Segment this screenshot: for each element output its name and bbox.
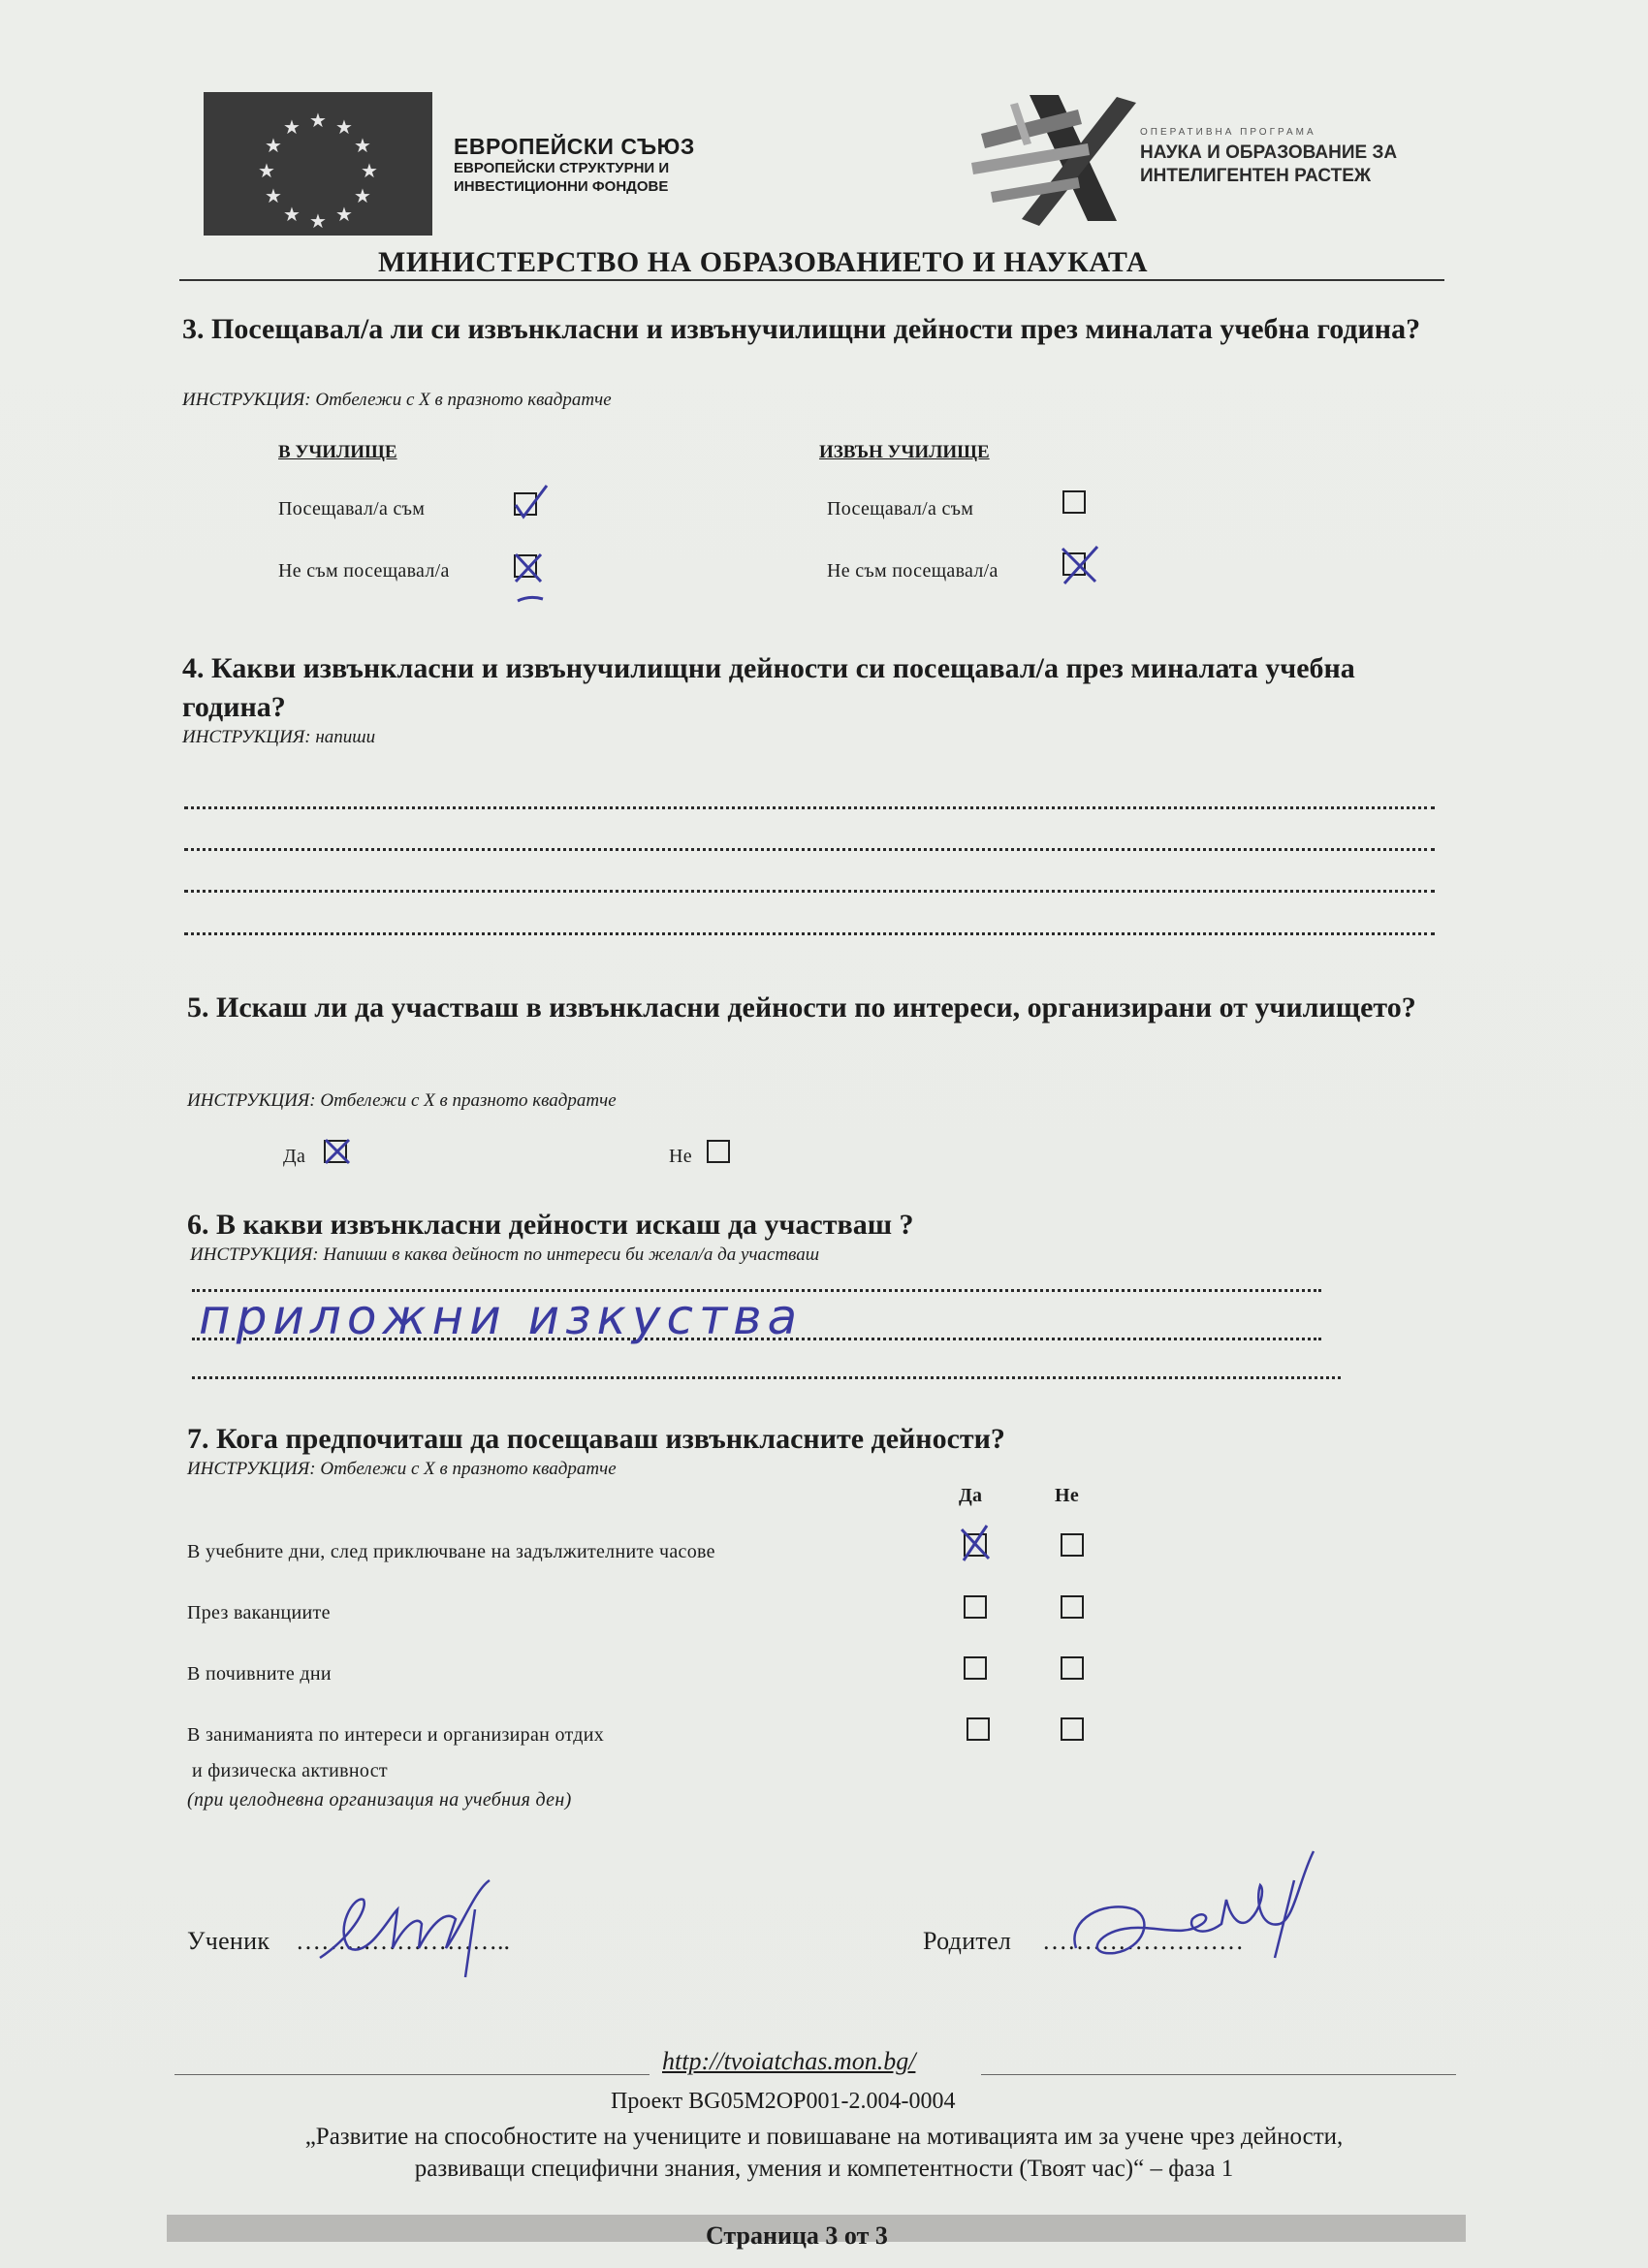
- footer-description: [97, 2121, 1551, 2185]
- q5-no-label: Не: [669, 1146, 692, 1167]
- svg-text:★: ★: [354, 134, 371, 157]
- q7-instruction: ИНСТРУКЦИЯ: Отбележи с Х в празното квадратче: [187, 1459, 617, 1479]
- q7-row1-yes-checkbox[interactable]: [964, 1533, 987, 1557]
- svg-text:★: ★: [335, 203, 353, 226]
- q7-row3-no-checkbox[interactable]: [1061, 1656, 1084, 1680]
- q4-answer-line[interactable]: [184, 932, 1435, 935]
- q3-title: 3. Посещавал/а ли си извънкласни и извънучилищни дейности през миналата учебна година?: [182, 313, 1421, 345]
- parent-label: Родител: [923, 1927, 1012, 1955]
- eu-subtitle: ЕВРОПЕЙСКИ СТРУКТУРНИ И ИНВЕСТИЦИОННИ ФОНДОВЕ: [454, 160, 670, 195]
- q7-row-label: В заниманията по интереси и организиран отдих: [187, 1724, 605, 1746]
- q7-row4-note: (при целодневна организация на учебния ден): [187, 1789, 572, 1811]
- q3-col-outside: ИЗВЪН УЧИЛИЩЕ: [819, 442, 990, 462]
- op-small-label: ОПЕРАТИВНА ПРОГРАМА: [1140, 127, 1316, 138]
- footer-description-line2: развиващи специфични знания, умения и компетентности (Твоят час)“ – фаза 1: [414, 2156, 1234, 2182]
- svg-text:★: ★: [361, 159, 378, 182]
- q7-yes-header: Да: [959, 1485, 983, 1506]
- q7-row1-no-checkbox[interactable]: [1061, 1533, 1084, 1557]
- q4-instruction: ИНСТРУКЦИЯ: напиши: [182, 727, 376, 747]
- q7-row4-no-checkbox[interactable]: [1061, 1717, 1084, 1741]
- svg-text:★: ★: [309, 209, 327, 233]
- q3-outside-not-attended-label: Не съм посещавал/а: [827, 560, 998, 582]
- student-signature-dots: ……………………..: [296, 1927, 510, 1955]
- q7-row3-yes-checkbox[interactable]: [964, 1656, 987, 1680]
- q6-instruction: ИНСТРУКЦИЯ: Напиши в каква дейност по интереси би желал/а да участваш: [190, 1244, 820, 1265]
- q3-school-not-attended-label: Не съм посещавал/а: [278, 560, 450, 582]
- ministry-title: МИНИСТЕРСТВО НА ОБРАЗОВАНИЕТО И НАУКАТА: [378, 246, 1149, 278]
- footer-divider-left: [174, 2074, 650, 2075]
- parent-signature-dots: ……………………: [1042, 1927, 1244, 1955]
- q7-no-header: Не: [1055, 1485, 1080, 1506]
- q7-row-label: В почивните дни: [187, 1663, 332, 1685]
- q7-row2-yes-checkbox[interactable]: [964, 1595, 987, 1619]
- q6-title: 6. В какви извънкласни дейности искаш да участваш ?: [187, 1209, 914, 1241]
- q5-instruction: ИНСТРУКЦИЯ: Отбележи с Х в празното квадратче: [187, 1090, 617, 1111]
- q7-row4-yes-checkbox[interactable]: [967, 1717, 990, 1741]
- q3-instruction: ИНСТРУКЦИЯ: Отбележи с Х в празното квадратче: [182, 390, 612, 410]
- op-programme-logo: [971, 85, 1146, 231]
- q3-school-attended-checkbox[interactable]: [514, 492, 537, 516]
- svg-text:★: ★: [258, 159, 275, 182]
- q4-answer-line[interactable]: [184, 848, 1435, 851]
- q5-yes-checkbox[interactable]: [324, 1140, 347, 1163]
- eu-flag-logo: [204, 92, 432, 236]
- footer-url-link[interactable]: http://tvoiatchas.mon.bg/: [662, 2047, 916, 2075]
- q3-outside-attended-label: Посещавал/а съм: [827, 498, 974, 520]
- q3-col-school: В УЧИЛИЩЕ: [278, 442, 397, 462]
- page-number: Страница 3 от 3: [706, 2221, 888, 2250]
- op-title: НАУКА И ОБРАЗОВАНИЕ ЗА ИНТЕЛИГЕНТЕН РАСТЕЖ: [1140, 142, 1398, 186]
- q4-answer-line[interactable]: [184, 806, 1435, 809]
- header-divider: [179, 279, 1444, 281]
- q5-yes-label: Да: [283, 1146, 306, 1167]
- q7-row4-line2: и физическа активност: [192, 1760, 388, 1781]
- svg-text:★: ★: [354, 184, 371, 207]
- footer-divider-right: [981, 2074, 1456, 2075]
- eu-title: ЕВРОПЕЙСКИ СЪЮЗ: [454, 134, 695, 159]
- footer-project-code: Проект BG05M2OP001-2.004-0004: [611, 2089, 956, 2114]
- q6-handwritten-answer: приложни изкуства: [199, 1289, 804, 1345]
- svg-text:★: ★: [335, 115, 353, 139]
- q5-no-checkbox[interactable]: [707, 1140, 730, 1163]
- student-label: Ученик: [187, 1927, 270, 1955]
- q7-title: 7. Кога предпочиташ да посещаваш извънкласните дейности?: [187, 1423, 1005, 1455]
- q3-outside-not-attended-checkbox[interactable]: [1062, 552, 1086, 576]
- q5-title: 5. Искаш ли да участваш в извънкласни дейности по интереси, организирани от училището?: [187, 992, 1416, 1024]
- svg-text:★: ★: [265, 134, 282, 157]
- q7-row2-no-checkbox[interactable]: [1061, 1595, 1084, 1619]
- svg-text:★: ★: [265, 184, 282, 207]
- q3-outside-attended-checkbox[interactable]: [1062, 490, 1086, 514]
- q7-row-label: През ваканциите: [187, 1602, 331, 1623]
- q7-row-label: В учебните дни, след приключване на задължителните часове: [187, 1541, 715, 1562]
- footer-description-line1: „Развитие на способностите на учениците и повишаване на мотивацията им за учене чрез дейности,: [304, 2124, 1344, 2150]
- q4-title: 4. Какви извънкласни и извънучилищни дейности си посещавал/а през миналата учебна година?: [182, 652, 1355, 723]
- q4-answer-line[interactable]: [184, 890, 1435, 893]
- q3-school-not-attended-checkbox[interactable]: [514, 554, 537, 578]
- q3-school-attended-label: Посещавал/а съм: [278, 498, 426, 520]
- svg-text:★: ★: [309, 109, 327, 132]
- svg-text:★: ★: [283, 115, 301, 139]
- svg-text:★: ★: [283, 203, 301, 226]
- q6-answer-line[interactable]: [192, 1376, 1341, 1379]
